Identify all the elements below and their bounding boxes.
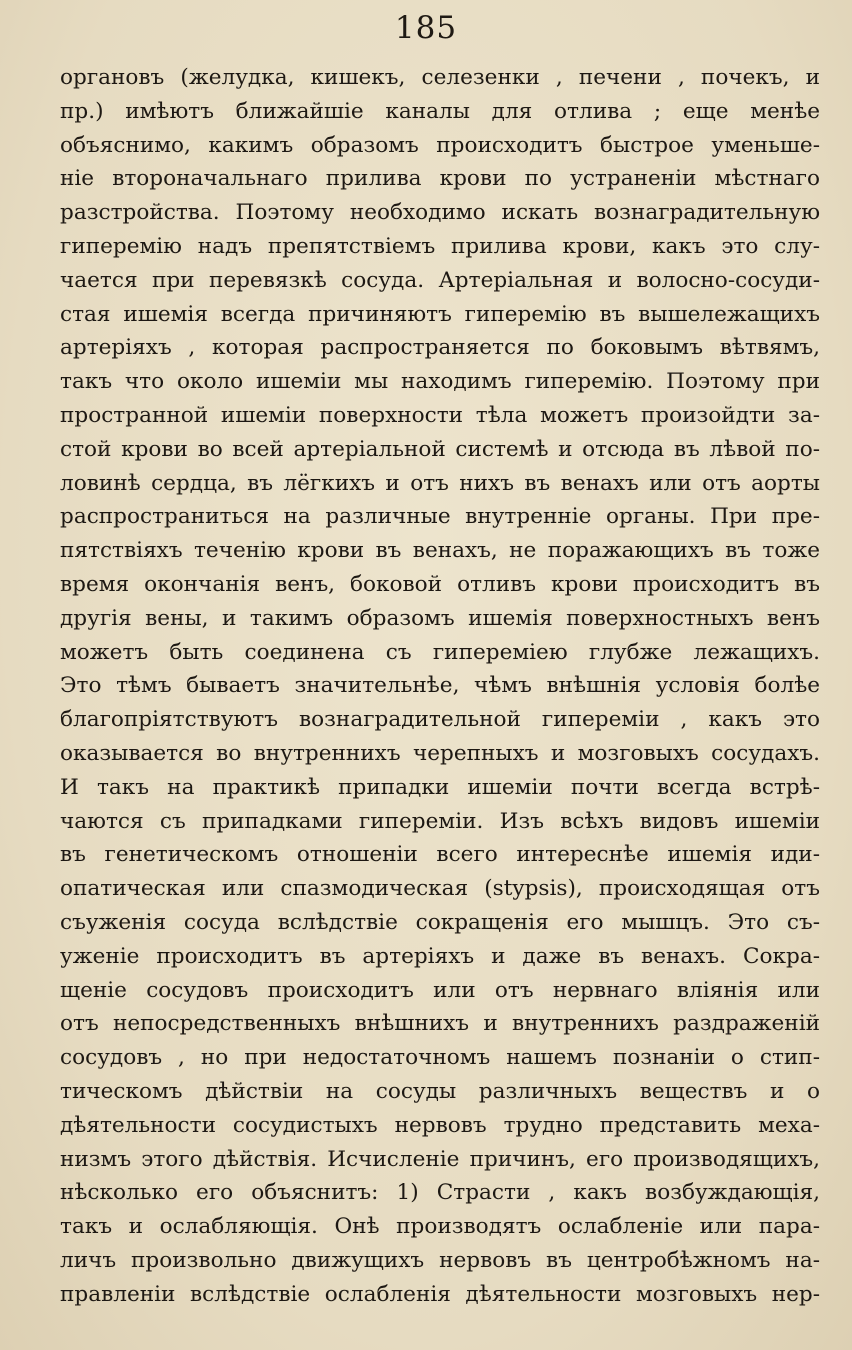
text-line: И такъ на практикѣ припадки ишеміи почти всегда встрѣ- <box>60 774 820 800</box>
text-line: можетъ быть соединена съ гипереміею глубже лежащихъ. <box>60 639 820 665</box>
text-line: Это тѣмъ бываетъ значительнѣе, чѣмъ внѣшнія условія болѣе <box>60 673 820 699</box>
text-line: чаются съ припадками гипереміи. Изъ всѣхъ видовъ ишеміи <box>60 808 820 834</box>
text-line: низмъ этого дѣйствія. Исчисленіе причинъ, его производящихъ, <box>60 1146 820 1172</box>
text-line: ніе второначальнаго прилива крови по устраненіи мѣстнаго <box>60 166 820 192</box>
text-line: пятствіяхъ теченію крови въ венахъ, не поражающихъ въ тоже <box>60 538 820 564</box>
text-line: такъ и ослабляющія. Онѣ производятъ ослабленіе или пара- <box>60 1214 820 1240</box>
text-line: стой крови во всей артеріальной системѣ и отсюда въ лѣвой по- <box>60 436 820 462</box>
text-line: органовъ (желудка, кишекъ, селезенки , печени , почекъ, и <box>60 65 820 90</box>
text-line: отъ непосредственныхъ внѣшнихъ и внутреннихъ раздраженій <box>60 1011 820 1037</box>
text-line: пространной ишеміи поверхности тѣла можетъ произойдти за- <box>60 402 820 428</box>
text-line: правленіи вслѣдствіе ослабленія дѣятельности мозговыхъ нер- <box>60 1281 820 1307</box>
page-number: 185 <box>394 10 458 46</box>
body-text <box>60 61 820 1311</box>
text-line: гиперемію надъ препятствіемъ прилива крови, какъ это слу- <box>60 233 820 259</box>
text-line: личъ произвольно движущихъ нервовъ въ центробѣжномъ на- <box>60 1247 820 1273</box>
text-line: дѣятельности сосудистыхъ нервовъ трудно представить меха- <box>60 1112 820 1138</box>
text-line: уженіе происходитъ въ артеріяхъ и даже въ венахъ. Сокра- <box>60 943 820 969</box>
text-line: ловинѣ сердца, въ лёгкихъ и отъ нихъ въ венахъ или отъ аорты <box>60 470 820 496</box>
text-line: время окончанія венъ, боковой отливъ крови происходитъ въ <box>60 571 820 597</box>
text-line: благопріятствуютъ вознаградительной гипереміи , какъ это <box>60 707 820 733</box>
text-line: въ генетическомъ отношеніи всего интереснѣе ишемія иди- <box>60 842 820 868</box>
text-line: другія вены, и такимъ образомъ ишемія поверхностныхъ венъ <box>60 605 820 631</box>
text-line: сосудовъ , но при недостаточномъ нашемъ познаніи о стип- <box>60 1045 820 1071</box>
text-line: артеріяхъ , которая распространяется по боковымъ вѣтвямъ, <box>60 335 820 361</box>
text-line: пр.) имѣютъ ближайшіе каналы для отлива ; еще менѣе <box>60 98 820 124</box>
text-line: съуженія сосуда вслѣдствіе сокращенія его мышцъ. Это съ- <box>60 909 820 935</box>
text-line: распространиться на различные внутренніе органы. При пре- <box>60 504 820 530</box>
text-line: щеніе сосудовъ происходитъ или отъ нервнаго вліянія или <box>60 977 820 1003</box>
text-line: разстройства. Поэтому необходимо искать вознаградительную <box>60 200 820 226</box>
text-line: чается при перевязкѣ сосуда. Артеріальная и волосно-сосуди- <box>60 267 820 293</box>
text-line: оказывается во внутреннихъ черепныхъ и мозговыхъ сосудахъ. <box>60 740 820 766</box>
text-line: тическомъ дѣйствіи на сосуды различныхъ веществъ и о <box>60 1078 820 1104</box>
text-line: стая ишемія всегда причиняютъ гиперемію въ вышележащихъ <box>60 301 820 327</box>
text-line: нѣсколько его объяснитъ: 1) Страсти , какъ возбуждающія, <box>60 1180 820 1206</box>
text-line: такъ что около ишеміи мы находимъ гиперемію. Поэтому при <box>60 369 820 395</box>
text-line: объяснимо, какимъ образомъ происходитъ быстрое уменьше- <box>60 132 820 158</box>
text-line: опатическая или спазмодическая (stypsis), происходящая отъ <box>60 876 820 902</box>
